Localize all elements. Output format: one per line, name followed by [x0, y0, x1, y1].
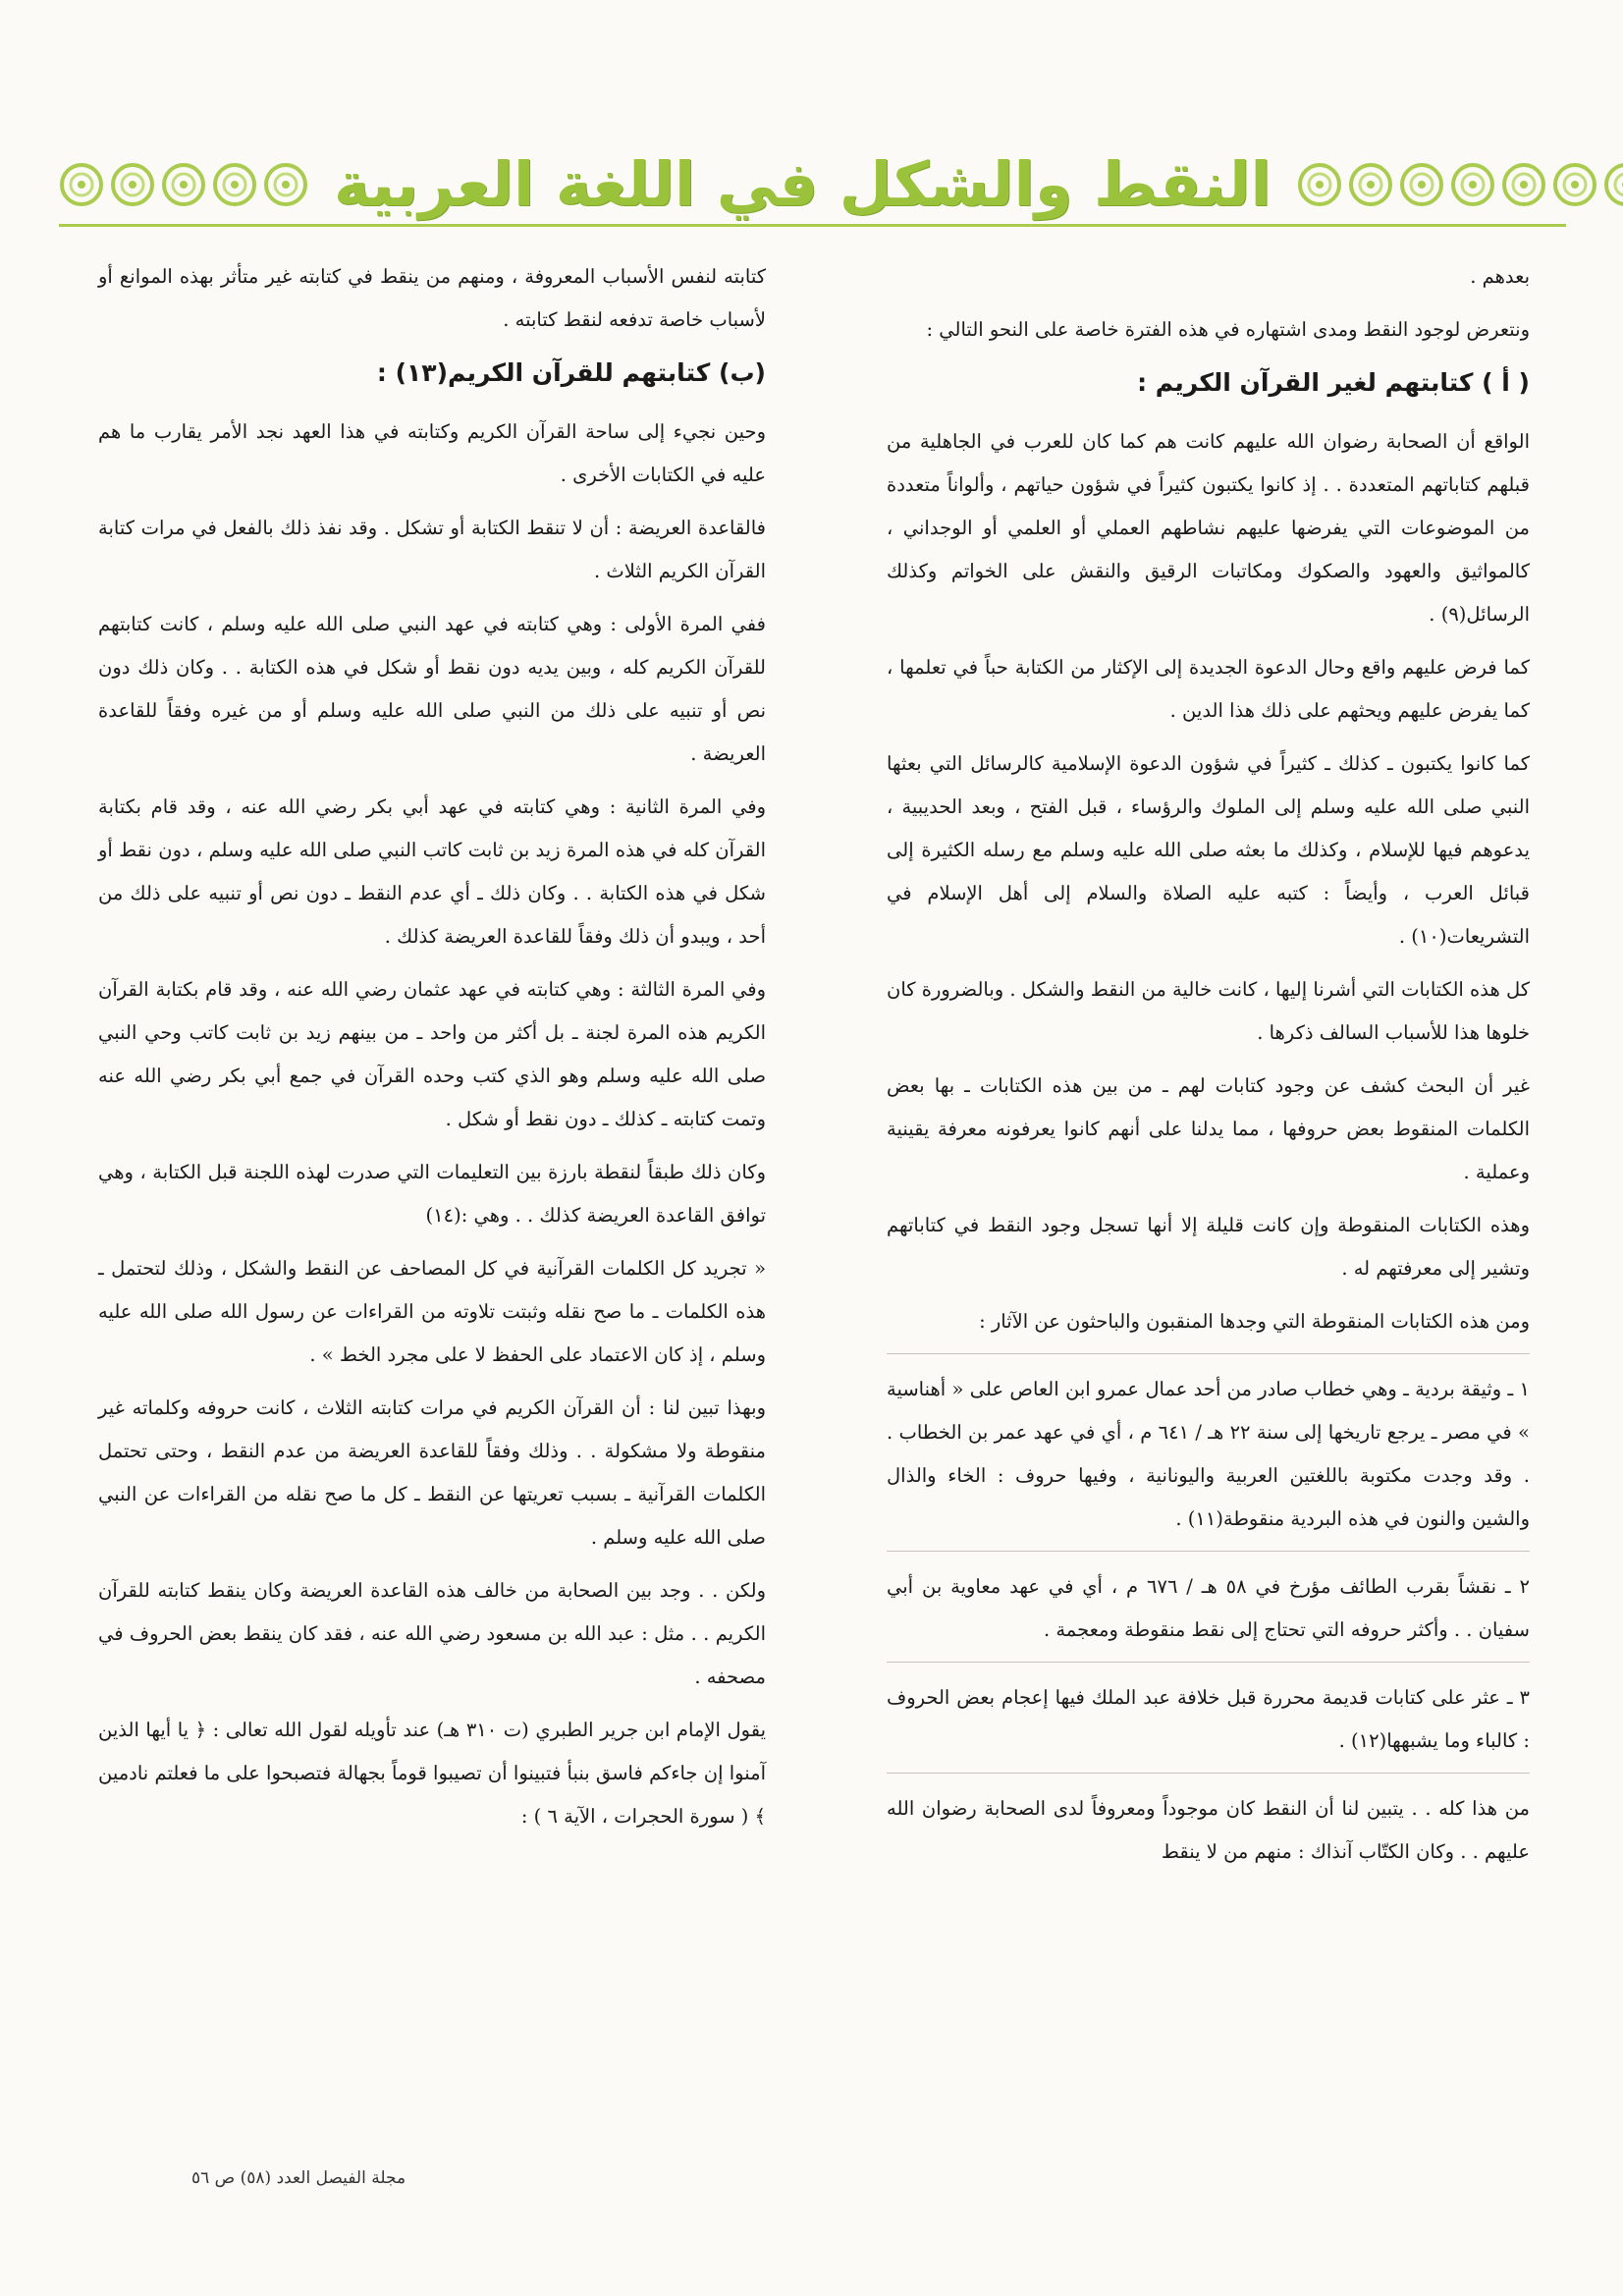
paragraph: كل هذه الكتابات التي أشرنا إليها ، كانت خالية من النقط والشكل . وبالضرورة كان خلوها هذا للأسباب السالف ذكرها .: [887, 978, 1530, 1044]
paragraph: كما كانوا يكتبون ـ كذلك ـ كثيراً في شؤون الدعوة الإسلامية كالرسائل التي بعثها النبي صلى الله عليه وسلم إلى الملوك والرؤساء ، قبل الفتح ، وبعد الحديبية ، يدعوهم فيها للإسلام ، وكذلك ما بعثه صلى الله عليه وسلم مع رسله الكثيرة إلى قبائل العرب ، وأيضاً : كتبه عليه الصلاة والسلام إلى أهل الإسلام في التشريعات(١٠) .: [887, 752, 1530, 948]
article-title: النقط والشكل في اللغة العربية: [334, 148, 1271, 220]
rosette-icon: [161, 162, 206, 207]
list-item: ٢ ـ نقشاً بقرب الطائف مؤرخ في ٥٨ هـ / ٦٧٦ م ، أي في عهد معاوية بن أبي سفيان . . وأكثر حروفه التي تحتاج إلى نقط منقوطة ومعجمة .: [887, 1575, 1531, 1641]
paragraph: فالقاعدة العريضة : أن لا تنقط الكتابة أو تشكل . وقد نفذ ذلك بالفعل في مرات كتابة القرآن الكريم الثلاث .: [98, 517, 766, 582]
paragraph: يقول الإمام ابن جرير الطبري (ت ٣١٠ هـ) عند تأويله لقول الله تعالى : ﴿ يا أيها الذين آمنوا إن جاءكم فاسق بنبأ فتبينوا أن تصيبوا قوماً بجهالة فتصبحوا على ما فعلتم نادمين ﴾ ( سورة الحجرات ، الآية ٦ ) :: [98, 1719, 766, 1828]
paragraph: ومن هذه الكتابات المنقوطة التي وجدها المنقبون والباحثون عن الآثار :: [979, 1310, 1530, 1333]
ornament-strip-right: [59, 147, 308, 222]
rosette-icon: [1297, 162, 1342, 207]
rosette-icon: [1603, 162, 1623, 207]
paragraph: الواقع أن الصحابة رضوان الله عليهم كانت هم كما كان للعرب في الجاهلية من قبلهم كتاباتهم المتعددة . . إذ كانوا يكتبون كثيراً في شؤون حياتهم ، وألواناً متعددة من الموضوعات التي يفرضها عليهم نشاطهم العملي أو العلمي أو الوجداني ، كالمواثيق والعهود والصكوك ومكاتبات الرقيق والنقش على الخواتم وكذلك الرسائل(٩) .: [887, 430, 1530, 626]
header-banner: [59, 147, 1566, 222]
rosette-icon: [59, 162, 104, 207]
paragraph: وبهذا تبين لنا : أن القرآن الكريم في مرات كتابته الثلاث ، كانت حروفه وكلماته غير منقوطة ولا مشكولة . . وذلك وفقاً للقاعدة العريضة من عدم النقط ، وحتى تحتمل الكلمات القرآنية ـ بسبب تعريتها عن النقط ـ كل ما صح نقله من القراءات عن النبي صلى الله عليه وسلم .: [98, 1396, 766, 1549]
paragraph: غير أن البحث كشف عن وجود كتابات لهم ـ من بين هذه الكتابات ـ بها بعض الكلمات المنقوط بعض حروفها ، مما يدلنا على أنهم كانوا يعرفونه معرفة يقينية وعملية .: [887, 1074, 1530, 1183]
paragraph: وفي المرة الثانية : وهي كتابته في عهد أبي بكر رضي الله عنه ، وقد قام بكتابة القرآن كله في هذه المرة زيد بن ثابت كاتب النبي صلى الله عليه وسلم ، دون نقط أو شكل في هذه الكتابة . . وكان ذلك ـ أي عدم النقط ـ دون نص أو تنبيه على ذلك من أحد ، ويبدو أن ذلك وفقاً للقاعدة العريضة كذلك .: [98, 795, 766, 948]
paragraph: كما فرض عليهم واقع وحال الدعوة الجديدة إلى الإكثار من الكتابة حباً في تعلمها ، كما يفرض عليهم ويحثهم على ذلك هذا الدين .: [887, 656, 1530, 722]
rosette-icon: [1399, 162, 1444, 207]
paragraph: كتابته لنفس الأسباب المعروفة ، ومنهم من ينقط في كتابته غير متأثر بهذه الموانع أو لأسباب خاصة تدفعه لنقط كتابته .: [98, 265, 766, 331]
quoted-paragraph: « تجريد كل الكلمات القرآنية في كل المصاحف عن النقط والشكل ، وذلك لتحتمل ـ هذه الكلمات ـ ما صح نقله وثبتت تلاوته من القراءات عن رسول الله صلى الله عليه وسلم ، إذ كان الاعتماد على الحفظ لا على مجرد الخط » .: [98, 1257, 767, 1366]
list-item: ٣ ـ عثر على كتابات قديمة محررة قبل خلافة عبد الملك فيها إعجام بعض الحروف : كالباء وما يشبهها(١٢) .: [887, 1686, 1530, 1752]
rosette-icon: [263, 162, 308, 207]
rosette-icon: [1348, 162, 1393, 207]
paragraph: وهذه الكتابات المنقوطة وإن كانت قليلة إلا أنها تسجل وجود النقط في كتاباتهم وتشير إلى معرفتهم له .: [887, 1214, 1530, 1280]
rosette-icon: [110, 162, 155, 207]
ornament-strip-left: [1297, 147, 1623, 222]
paragraph: بعدهم .: [1470, 265, 1530, 288]
divider: [887, 1353, 1530, 1354]
list-item: ١ ـ وثيقة بردية ـ وهي خطاب صادر من أحد عمال عمرو ابن العاص على « أهناسية » في مصر ـ يرجع تاريخها إلى سنة ٢٢ هـ / ٦٤١ م ، أي في عهد عمر بن الخطاب . . وقد وجدت مكتوبة باللغتين العربية واليونانية ، وفيها حروف : الخاء والذال والشين والنون في هذه البردية منقوطة(١١) .: [887, 1378, 1530, 1530]
page-footer-citation: مجلة الفيصل العدد (٥٨) ص ٥٦: [191, 2168, 406, 2188]
paragraph: وحين نجيء إلى ساحة القرآن الكريم وكتابته في هذا العهد نجد الأمر يقارب ما هم عليه في الكتابات الأخرى .: [98, 420, 766, 486]
rosette-icon: [1552, 162, 1597, 207]
paragraph: من هذا كله . . يتبين لنا أن النقط كان موجوداً ومعروفاً لدى الصحابة رضوان الله عليهم . . وكان الكتّاب آنذاك : منهم من لا ينقط: [887, 1797, 1530, 1863]
left-column: [98, 255, 766, 1848]
divider: [887, 1773, 1530, 1774]
section-heading-a: ( أ ) كتابتهم لغير القرآن الكريم :: [1137, 368, 1530, 397]
rosette-icon: [1450, 162, 1495, 207]
section-heading-b: (ب) كتابتهم للقرآن الكريم(١٣) :: [376, 358, 766, 387]
paragraph: ففي المرة الأولى : وهي كتابته في عهد النبي صلى الله عليه وسلم ، كانت كتابتهم للقرآن الكريم كله ، وبين يديه دون نقط أو شكل في هذه الكتابة . . وكان ذلك دون نص أو تنبيه على ذلك من النبي صلى الله عليه وسلم أو من غيره وفقاً للقاعدة العريضة .: [98, 613, 766, 765]
rosette-icon: [212, 162, 257, 207]
rosette-icon: [1501, 162, 1546, 207]
divider: [887, 1551, 1530, 1552]
header-divider: [59, 224, 1566, 227]
divider: [887, 1662, 1530, 1663]
paragraph: وكان ذلك طبقاً لنقطة بارزة بين التعليمات التي صدرت لهذه اللجنة قبل الكتابة ، وهي توافق القاعدة العريضة كذلك . . وهي :(١٤): [98, 1161, 766, 1227]
right-column: [887, 255, 1530, 1884]
paragraph: ولكن . . وجد بين الصحابة من خالف هذه القاعدة العريضة وكان ينقط كتابته للقرآن الكريم . . مثل : عبد الله بن مسعود رضي الله عنه ، فقد كان ينقط بعض الحروف في مصحفه .: [98, 1579, 766, 1688]
paragraph: وفي المرة الثالثة : وهي كتابته في عهد عثمان رضي الله عنه ، وقد قام بكتابة القرآن الكريم هذه المرة لجنة ـ بل أكثر من واحد ـ من بينهم زيد بن ثابت كاتب وحي النبي صلى الله عليه وسلم وهو الذي كتب وحده القرآن في جمع أبي بكر رضي الله عنه وتمت كتابته ـ كذلك ـ دون نقط أو شكل .: [98, 978, 766, 1130]
paragraph: ونتعرض لوجود النقط ومدى اشتهاره في هذه الفترة خاصة على النحو التالي :: [926, 318, 1530, 341]
